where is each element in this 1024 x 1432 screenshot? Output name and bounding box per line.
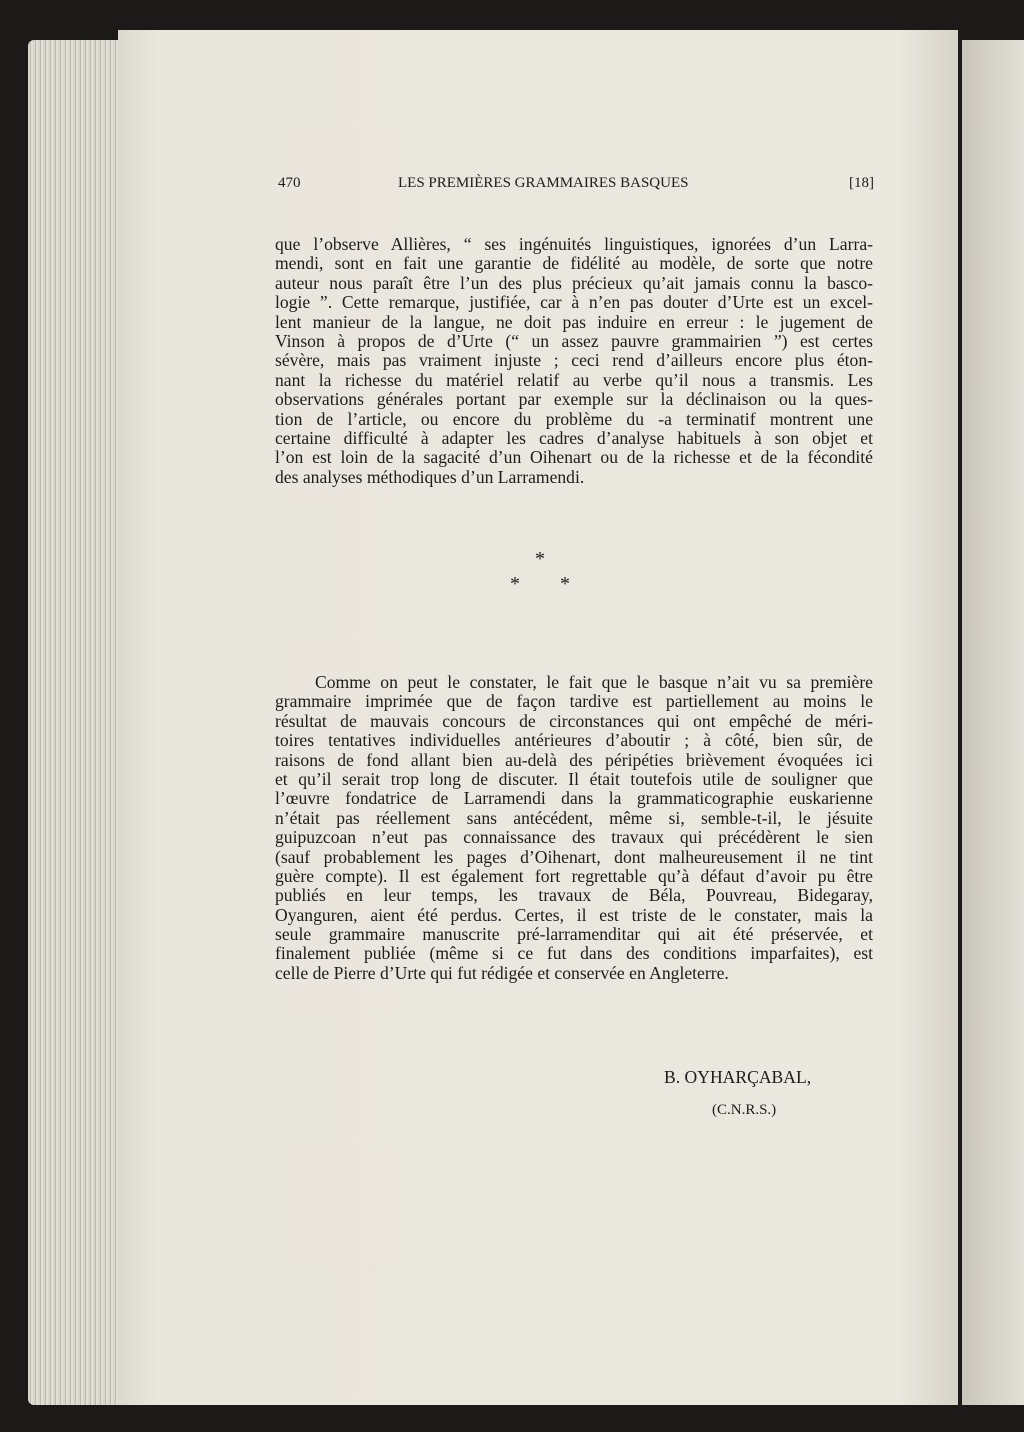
text-line: et qu’il serait trop long de discuter. Il était toutefois utile de souligner que — [275, 768, 873, 789]
text-line: guère compte). Il est également fort regrettable qu’à défaut d’avoir pu être — [275, 865, 873, 886]
text-line: observations générales portant par exemple sur la déclinaison ou la ques- — [275, 389, 873, 410]
text-line: n’était pas réellement sans antécédent, même si, semble-t-il, le jésuite — [275, 807, 873, 828]
text-line: finalement publiée (même si ce fut dans des conditions imparfaites), est — [275, 943, 873, 964]
text-line: logie ”. Cette remarque, justifiée, car à n’en pas douter d’Urte est un excel- — [275, 292, 873, 313]
text-line: résultat de mauvais concours de circonstances qui ont empêché de méri- — [275, 710, 873, 731]
text-line: guipuzcoan n’eut pas connaissance des travaux qui précédèrent le sien — [275, 827, 873, 848]
text-line: mendi, sont en fait une garantie de fidélité au modèle, de sorte que notre — [275, 253, 873, 274]
text-line: seule grammaire manuscrite pré-larramenditar qui ait été préservée, et — [275, 924, 873, 945]
text-line: raisons de fond allant bien au-delà des péripéties brièvement évoquées ici — [275, 749, 873, 770]
facing-page-edge — [962, 40, 1024, 1405]
text-line: des analyses méthodiques d’un Larramendi. — [275, 466, 585, 487]
text-line: certaine difficulté à adapter les cadres d’analyse habituels à son objet et — [275, 427, 873, 448]
text-line: toires tentatives individuelles antérieures d’aboutir ; à côté, bien sûr, de — [275, 730, 873, 751]
text-line: lent manieur de la langue, ne doit pas induire en erreur : le jugement de — [275, 311, 873, 332]
text-line: Vinson à propos de d’Urte (“ un assez pauvre grammairien ”) est certes — [275, 330, 873, 351]
paragraph-2 — [275, 673, 873, 983]
text-line: publiés en leur temps, les travaux de Béla, Pouvreau, Bidegaray, — [275, 885, 873, 906]
text-line: nant la richesse du matériel relatif au verbe qu’il nous a transmis. Les — [275, 369, 873, 390]
text-line: tion de l’article, ou encore du problème du -a terminatif montrent une — [275, 408, 873, 429]
text-line: sévère, mais pas vraiment injuste ; ceci rend d’ailleurs encore plus éton- — [275, 350, 873, 371]
paragraph-1 — [275, 235, 873, 487]
text-line: auteur nous paraît être l’un des plus précieux qu’ait jamais connu la basco- — [275, 272, 873, 293]
text-line: l’on est loin de la sagacité d’un Oihenart ou de la richesse et de la fécondité — [275, 447, 873, 468]
running-title: LES PREMIÈRES GRAMMAIRES BASQUES — [398, 175, 689, 191]
text-line: celle de Pierre d’Urte qui fut rédigée et conservée en Angleterre. — [275, 962, 729, 983]
section-number: [18] — [849, 175, 874, 191]
text-line: l’œuvre fondatrice de Larramendi dans la grammaticographie euskarienne — [275, 788, 873, 809]
asterism-left: * — [510, 573, 520, 595]
text-line: grammaire imprimée que de façon tardive est partiellement au moins le — [275, 691, 873, 712]
text-line: que l’observe Allières, “ ses ingénuités linguistiques, ignorées d’un Larra- — [275, 234, 873, 254]
text-line: Oyanguren, aient été perdus. Certes, il est triste de le constater, mais la — [275, 904, 873, 925]
page-number: 470 — [278, 175, 301, 191]
page-edges — [28, 40, 123, 1405]
asterism-right: * — [560, 573, 570, 595]
author-affiliation: (C.N.R.S.) — [712, 1102, 777, 1118]
asterism-top: * — [535, 548, 545, 570]
text-line: (sauf probablement les pages d’Oihenart, dont malheureusement il ne tint — [275, 846, 873, 867]
text-line: Comme on peut le constater, le fait que le basque n’ait vu sa première — [315, 672, 873, 692]
author-signature: B. OYHARÇABAL, — [664, 1067, 812, 1087]
